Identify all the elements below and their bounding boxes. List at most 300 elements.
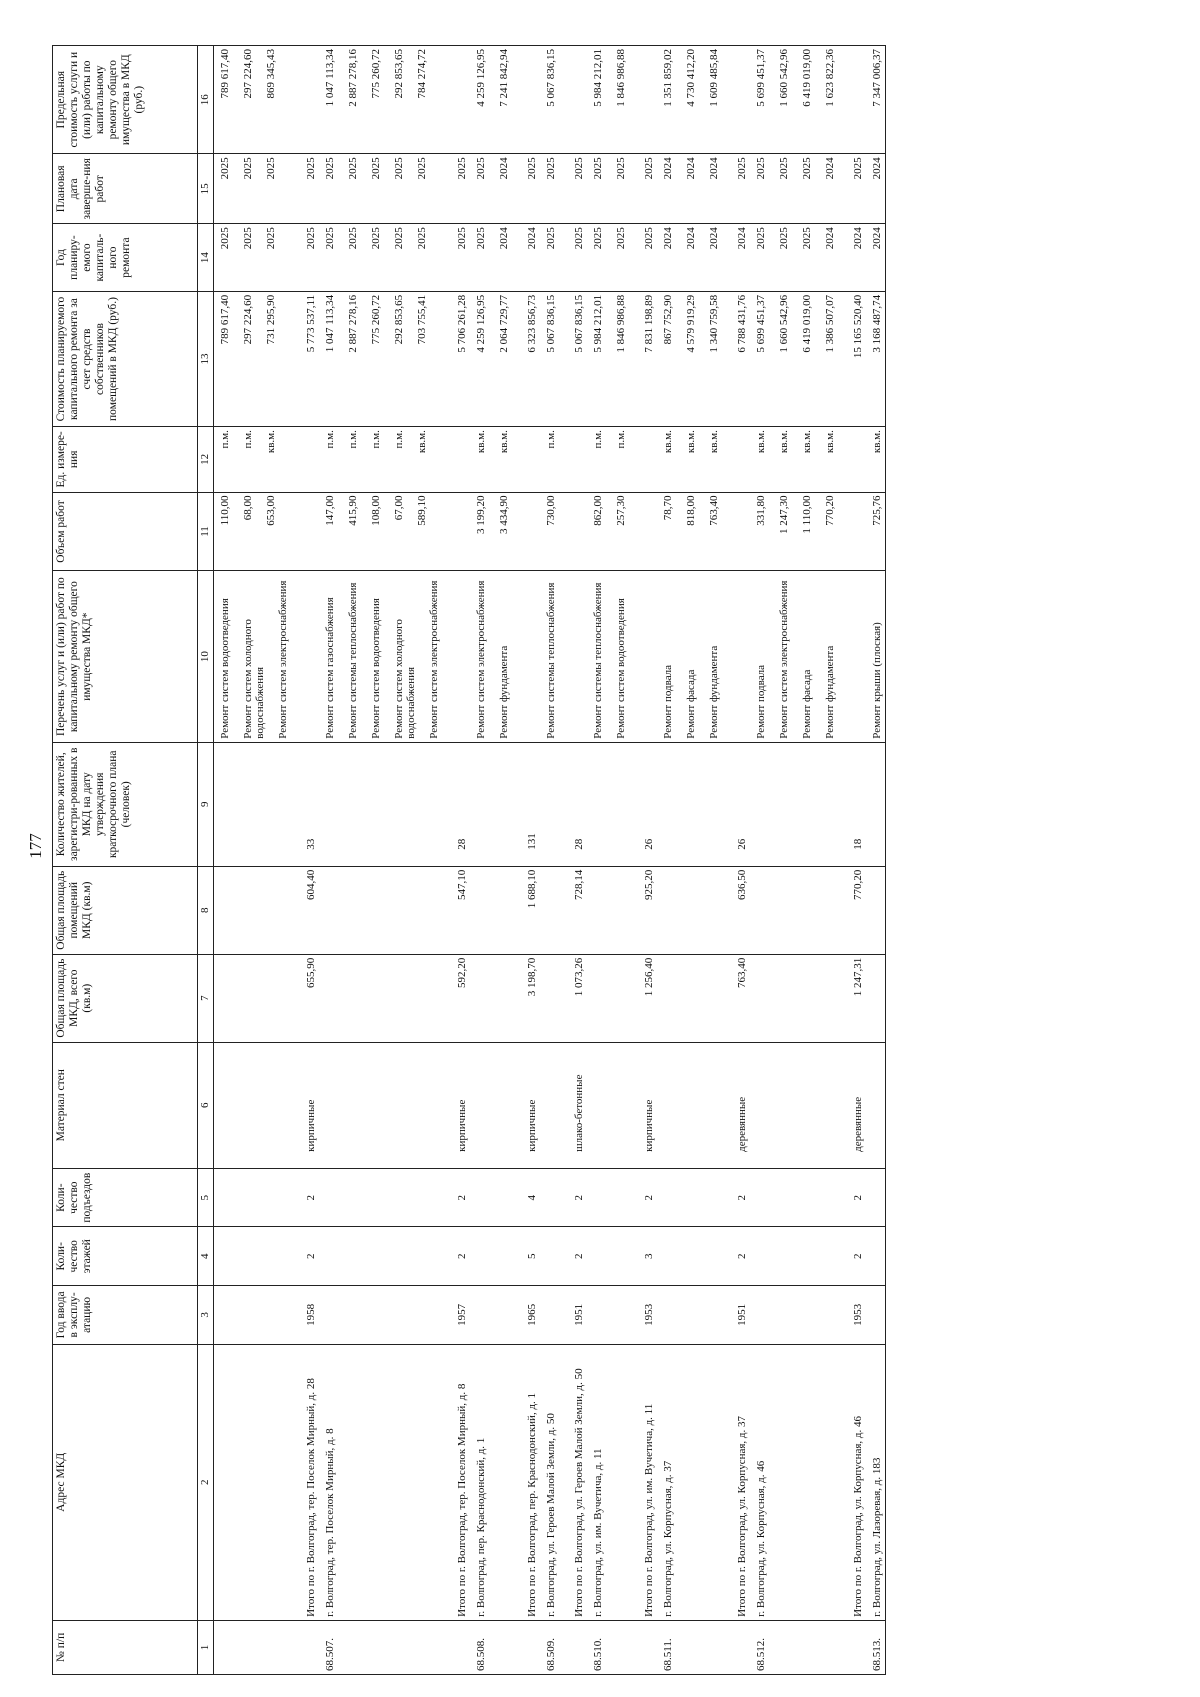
unit-cell: [629, 427, 657, 492]
repair-year: 2024: [526, 227, 538, 250]
unit-cell: [750, 427, 838, 492]
address: г. Волгоград, ул. им. Вучетича, д. 11: [587, 1344, 629, 1620]
row-number: [291, 1620, 319, 1674]
premises-area: 925,20: [629, 866, 657, 954]
limit-cost: 297 224,60: [242, 49, 254, 99]
address: Итого по г. Волгоград, тер. Поселок Мирный, д. 28: [291, 1344, 319, 1620]
completion-year-cell: [587, 154, 629, 224]
year-built: [214, 1286, 292, 1345]
planned-cost: 1 340 759,58: [708, 294, 720, 353]
header-col-11: Объем работ: [53, 492, 198, 571]
unit-cell: [657, 427, 722, 492]
repair-year-cell: [512, 224, 540, 292]
unit: кв.м.: [685, 430, 697, 454]
unit: п.м.: [242, 430, 254, 449]
year-built: [540, 1286, 559, 1345]
table-row: [540, 46, 559, 1675]
subtotal-row: [512, 46, 540, 1675]
limit-cost: 5 699 451,37: [755, 49, 767, 107]
year-built: 1958: [291, 1286, 319, 1345]
completion-year: 2025: [347, 157, 359, 180]
limit-cost-cell: [629, 46, 657, 154]
entrances-count: 2: [559, 1168, 587, 1227]
unit-cell: [559, 427, 587, 492]
floors-count: 2: [442, 1227, 470, 1286]
works-list-cell: [540, 571, 559, 742]
work-volume: 147,00: [324, 495, 336, 526]
limit-cost: 292 853,65: [393, 49, 405, 99]
header-col-12: Ед. измере-ния: [53, 427, 198, 492]
completion-year: 2024: [708, 157, 720, 180]
repair-year: 2024: [736, 227, 748, 250]
completion-year: 2024: [824, 157, 836, 180]
works-list-cell: [442, 571, 470, 742]
repair-year-cell: [838, 224, 866, 292]
row-number: [722, 1620, 750, 1674]
planned-cost: 6 419 019,00: [801, 294, 813, 353]
premises-area: 636,50: [722, 866, 750, 954]
wall-material: деревянные: [838, 1042, 866, 1168]
total-area: [540, 954, 559, 1042]
floors-count: [587, 1227, 629, 1286]
column-number: 16: [198, 46, 214, 154]
completion-year: 2025: [219, 157, 231, 180]
unit: п.м.: [219, 430, 231, 449]
planned-cost: 6 323 856,73: [526, 294, 538, 353]
premises-area: [587, 866, 629, 954]
unit-cell: [512, 427, 540, 492]
total-area: 1 073,26: [559, 954, 587, 1042]
column-number: 5: [198, 1168, 214, 1227]
limit-cost-cell: [559, 46, 587, 154]
limit-cost: 6 419 019,00: [801, 49, 813, 107]
unit-cell: [722, 427, 750, 492]
header-row: [53, 46, 198, 1675]
table-row: [587, 46, 629, 1675]
residents-count: [540, 742, 559, 866]
work-volume: 653,00: [265, 495, 277, 526]
address: [214, 1344, 292, 1620]
column-number: 10: [198, 571, 214, 742]
entrances-count: [470, 1168, 512, 1227]
residents-count: 28: [442, 742, 470, 866]
unit: кв.м.: [708, 430, 720, 454]
limit-cost-cell: [722, 46, 750, 154]
wall-material: [657, 1042, 722, 1168]
column-number: 15: [198, 154, 214, 224]
address: г. Волгоград, ул. Корпусная, д. 37: [657, 1344, 722, 1620]
work-volume-cell: [587, 492, 629, 571]
planned-cost: 5 773 537,11: [305, 294, 317, 353]
column-number: 13: [198, 291, 214, 426]
wall-material: кирпичные: [442, 1042, 470, 1168]
floors-count: [470, 1227, 512, 1286]
work-volume: 108,00: [370, 495, 382, 526]
work-volume-cell: [629, 492, 657, 571]
planned-cost-cell: [214, 291, 292, 426]
planned-cost-cell: [750, 291, 838, 426]
works-list-cell: [866, 571, 886, 742]
completion-year-cell: [291, 154, 319, 224]
works-list: Ремонт системы теплоснабжения: [347, 582, 359, 739]
column-number-row: [198, 46, 214, 1675]
header-col-13: Стоимость планируемого капитального ремонта за счет средств собственников помещений в МКД (руб.): [53, 291, 198, 426]
premises-area: [540, 866, 559, 954]
limit-cost: 7 241 842,94: [498, 49, 510, 107]
residents-count: 131: [512, 742, 540, 866]
floors-count: [657, 1227, 722, 1286]
completion-year: 2025: [573, 157, 585, 180]
entrances-count: 2: [629, 1168, 657, 1227]
completion-year-cell: [559, 154, 587, 224]
completion-year: 2025: [456, 157, 468, 180]
header-col-4: Коли-чество этажей: [53, 1227, 198, 1286]
floors-count: 5: [512, 1227, 540, 1286]
unit: п.м.: [615, 430, 627, 449]
year-built: 1957: [442, 1286, 470, 1345]
wall-material: [750, 1042, 838, 1168]
address: г. Волгоград, тер. Поселок Мирный, д. 8: [319, 1344, 442, 1620]
planned-cost-cell: [657, 291, 722, 426]
completion-year: 2025: [615, 157, 627, 180]
limit-cost: 5 984 212,01: [592, 49, 604, 107]
limit-cost: 1 660 542,96: [778, 49, 790, 107]
completion-year: 2025: [416, 157, 428, 180]
table-row: [866, 46, 886, 1675]
planned-cost-cell: [838, 291, 866, 426]
repair-year: 2025: [456, 227, 468, 250]
residents-count: [319, 742, 442, 866]
subtotal-row: [291, 46, 319, 1675]
planned-cost: 2 887 278,16: [347, 294, 359, 353]
header-col-15: Плановая дата заверше-ния работ: [53, 154, 198, 224]
address: Итого по г. Волгоград, тер. Поселок Мирный, д. 8: [442, 1344, 470, 1620]
header-col-14: Год планиру-емого капиталь-ного ремонта: [53, 224, 198, 292]
limit-cost: 1 609 485,84: [708, 49, 720, 107]
row-number: 68.513.: [866, 1620, 886, 1674]
works-list: Ремонт систем холодного водоснабжения: [242, 619, 266, 739]
table-row: [750, 46, 838, 1675]
residents-count: [750, 742, 838, 866]
total-area: [750, 954, 838, 1042]
repair-year: 2025: [615, 227, 627, 250]
header-col-9: Количество жителей, зарегистри-рованных в МКД на дату утверждения краткосрочного плана (человек): [53, 742, 198, 866]
planned-cost: 15 165 520,40: [852, 294, 864, 359]
unit: п.м.: [370, 430, 382, 449]
row-number: [629, 1620, 657, 1674]
entrances-count: [214, 1168, 292, 1227]
header-col-3: Год ввода в эксплу-атацию: [53, 1286, 198, 1345]
repair-year: 2025: [242, 227, 254, 250]
floors-count: [750, 1227, 838, 1286]
planned-cost: 775 260,72: [370, 294, 382, 345]
planned-cost-cell: [866, 291, 886, 426]
completion-year-cell: [838, 154, 866, 224]
repair-year-cell: [629, 224, 657, 292]
address: Итого по г. Волгоград, ул. Корпусная, д. 37: [722, 1344, 750, 1620]
work-volume-cell: [442, 492, 470, 571]
repair-year: 2025: [416, 227, 428, 250]
wall-material: [214, 1042, 292, 1168]
repair-year: 2025: [592, 227, 604, 250]
works-list: Ремонт подвала: [662, 664, 674, 739]
works-list-cell: [587, 571, 629, 742]
planned-cost: 4 579 919,29: [685, 294, 697, 353]
completion-year-cell: [470, 154, 512, 224]
works-list: Ремонт систем водоотведения: [370, 598, 382, 739]
limit-cost-cell: [657, 46, 722, 154]
residents-count: 18: [838, 742, 866, 866]
total-area: [319, 954, 442, 1042]
residents-count: [587, 742, 629, 866]
repair-year: 2025: [393, 227, 405, 250]
limit-cost-cell: [838, 46, 866, 154]
works-list: Ремонт систем холодного водоснабжения: [393, 619, 417, 739]
work-volume: 862,00: [592, 495, 604, 526]
unit-cell: [291, 427, 319, 492]
repair-year-cell: [657, 224, 722, 292]
planned-cost-cell: [587, 291, 629, 426]
row-number: 68.510.: [587, 1620, 629, 1674]
planned-cost: 731 295,90: [265, 294, 277, 345]
repair-year: 2025: [347, 227, 359, 250]
limit-cost-cell: [214, 46, 292, 154]
completion-year-cell: [750, 154, 838, 224]
unit: кв.м.: [755, 430, 767, 454]
total-area: 1 256,40: [629, 954, 657, 1042]
premises-area: 728,14: [559, 866, 587, 954]
unit: кв.м.: [662, 430, 674, 454]
residents-count: 26: [629, 742, 657, 866]
year-built: [866, 1286, 886, 1345]
total-area: [470, 954, 512, 1042]
header-col-8: Общая площадь помещений МКД (кв.м): [53, 866, 198, 954]
row-number: [214, 1620, 292, 1674]
table-row: [470, 46, 512, 1675]
table-row: [657, 46, 722, 1675]
unit: п.м.: [347, 430, 359, 449]
premises-area: 547,10: [442, 866, 470, 954]
total-area: [587, 954, 629, 1042]
work-volume: 3 434,90: [498, 495, 510, 535]
total-area: [214, 954, 292, 1042]
planned-cost: 1 047 113,34: [324, 294, 336, 353]
premises-area: 604,40: [291, 866, 319, 954]
completion-year: 2024: [662, 157, 674, 180]
planned-cost: 703 755,41: [416, 294, 428, 345]
works-list-cell: [291, 571, 319, 742]
row-number: [559, 1620, 587, 1674]
column-number: 7: [198, 954, 214, 1042]
unit: п.м.: [393, 430, 405, 449]
premises-area: [750, 866, 838, 954]
completion-year-cell: [512, 154, 540, 224]
work-volume: 589,10: [416, 495, 428, 526]
repair-year: 2024: [824, 227, 836, 250]
planned-cost: 7 831 198,89: [643, 294, 655, 353]
completion-year-cell: [657, 154, 722, 224]
subtotal-row: [559, 46, 587, 1675]
work-volume-cell: [512, 492, 540, 571]
subtotal-row: [629, 46, 657, 1675]
repair-year: 2025: [305, 227, 317, 250]
limit-cost: 7 347 006,37: [871, 49, 883, 107]
total-area: [657, 954, 722, 1042]
floors-count: 2: [722, 1227, 750, 1286]
completion-year-cell: [319, 154, 442, 224]
completion-year: 2025: [393, 157, 405, 180]
works-list-cell: [629, 571, 657, 742]
work-volume-cell: [866, 492, 886, 571]
completion-year-cell: [540, 154, 559, 224]
work-volume: 257,30: [615, 495, 627, 526]
repair-year-cell: [722, 224, 750, 292]
work-volume: 110,00: [219, 495, 231, 526]
row-number: 68.511.: [657, 1620, 722, 1674]
rotated-table-container: [52, 45, 1182, 1675]
unit: кв.м.: [778, 430, 790, 454]
completion-year-cell: [629, 154, 657, 224]
planned-cost-cell: [559, 291, 587, 426]
year-built: [657, 1286, 722, 1345]
floors-count: 3: [629, 1227, 657, 1286]
residents-count: [214, 742, 292, 866]
planned-cost: 5 984 212,01: [592, 294, 604, 353]
residents-count: 26: [722, 742, 750, 866]
repair-year: 2025: [475, 227, 487, 250]
work-volume: 770,20: [824, 495, 836, 526]
row-number: 68.508.: [470, 1620, 512, 1674]
completion-year: 2025: [755, 157, 767, 180]
repair-year: 2024: [852, 227, 864, 250]
entrances-count: 2: [838, 1168, 866, 1227]
entrances-count: [319, 1168, 442, 1227]
limit-cost: 2 887 278,16: [347, 49, 359, 107]
wall-material: кирпичные: [512, 1042, 540, 1168]
repair-year: 2025: [265, 227, 277, 250]
unit-cell: [838, 427, 866, 492]
planned-cost: 789 617,40: [219, 294, 231, 345]
limit-cost-cell: [750, 46, 838, 154]
wall-material: [540, 1042, 559, 1168]
floors-count: [214, 1227, 292, 1286]
works-list-cell: [722, 571, 750, 742]
residents-count: [470, 742, 512, 866]
subtotal-row: [722, 46, 750, 1675]
planned-cost-cell: [512, 291, 540, 426]
work-volume-cell: [291, 492, 319, 571]
limit-cost: 4 259 126,95: [475, 49, 487, 107]
completion-year-cell: [866, 154, 886, 224]
repair-year: 2025: [545, 227, 557, 250]
limit-cost-cell: [291, 46, 319, 154]
planned-cost: 5 706 261,28: [456, 294, 468, 353]
planned-cost: 5 699 451,37: [755, 294, 767, 353]
works-list: Ремонт системы теплоснабжения: [592, 582, 604, 739]
year-built: 1951: [722, 1286, 750, 1345]
unit-cell: [587, 427, 629, 492]
unit-cell: [319, 427, 442, 492]
column-number: 1: [198, 1620, 214, 1674]
planned-cost: 5 067 836,15: [545, 294, 557, 353]
unit-cell: [866, 427, 886, 492]
repair-year-cell: [540, 224, 559, 292]
completion-year: 2025: [242, 157, 254, 180]
total-area: 1 247,31: [838, 954, 866, 1042]
header-col-5: Коли-чество подъездов: [53, 1168, 198, 1227]
capital-repair-table: [52, 45, 886, 1675]
address: Итого по г. Волгоград, пер. Краснодонский, д. 1: [512, 1344, 540, 1620]
planned-cost: 867 752,90: [662, 294, 674, 345]
address: Итого по г. Волгоград, ул. Героев Малой Земли, д. 50: [559, 1344, 587, 1620]
total-area: 592,20: [442, 954, 470, 1042]
work-volume: 67,00: [393, 495, 405, 521]
completion-year: 2024: [498, 157, 510, 180]
premises-area: [470, 866, 512, 954]
planned-cost: 1 846 986,88: [615, 294, 627, 353]
header-col-1: № п/п: [53, 1620, 198, 1674]
repair-year: 2024: [498, 227, 510, 250]
planned-cost: 1 660 542,96: [778, 294, 790, 353]
residents-count: [657, 742, 722, 866]
works-list: Ремонт систем электроснабжения: [277, 580, 289, 739]
year-built: [750, 1286, 838, 1345]
completion-year: 2025: [324, 157, 336, 180]
work-volume-cell: [559, 492, 587, 571]
year-built: 1953: [838, 1286, 866, 1345]
works-list-cell: [512, 571, 540, 742]
completion-year: 2025: [592, 157, 604, 180]
planned-cost: 1 386 507,07: [824, 294, 836, 353]
works-list-cell: [559, 571, 587, 742]
planned-cost-cell: [722, 291, 750, 426]
wall-material: [470, 1042, 512, 1168]
repair-year: 2024: [871, 227, 883, 250]
completion-year: 2025: [852, 157, 864, 180]
work-volume-cell: [470, 492, 512, 571]
planned-cost-cell: [470, 291, 512, 426]
works-list: Ремонт системы теплоснабжения: [545, 582, 557, 739]
page-number: 177: [26, 833, 45, 859]
works-list-cell: [838, 571, 866, 742]
completion-year-cell: [214, 154, 292, 224]
works-list: Ремонт систем водоотведения: [615, 598, 627, 739]
limit-cost-cell: [470, 46, 512, 154]
subtotal-row: [442, 46, 470, 1675]
entrances-count: [540, 1168, 559, 1227]
repair-year: 2024: [708, 227, 720, 250]
wall-material: деревянные: [722, 1042, 750, 1168]
planned-cost-cell: [442, 291, 470, 426]
repair-year: 2025: [324, 227, 336, 250]
unit: п.м.: [324, 430, 336, 449]
table-row: [319, 46, 442, 1675]
planned-cost-cell: [540, 291, 559, 426]
row-number: 68.509.: [540, 1620, 559, 1674]
works-list-cell: [214, 571, 292, 742]
completion-year: 2025: [778, 157, 790, 180]
column-number: 3: [198, 1286, 214, 1345]
works-list: Ремонт систем электроснабжения: [475, 580, 487, 739]
header-col-2: Адрес МКД: [53, 1344, 198, 1620]
planned-cost: 3 168 487,74: [871, 294, 883, 353]
work-volume: 78,70: [662, 495, 674, 521]
repair-year-cell: [559, 224, 587, 292]
planned-cost: 292 853,65: [393, 294, 405, 345]
works-list: Ремонт фундамента: [498, 645, 510, 739]
floors-count: 2: [559, 1227, 587, 1286]
wall-material: кирпичные: [291, 1042, 319, 1168]
